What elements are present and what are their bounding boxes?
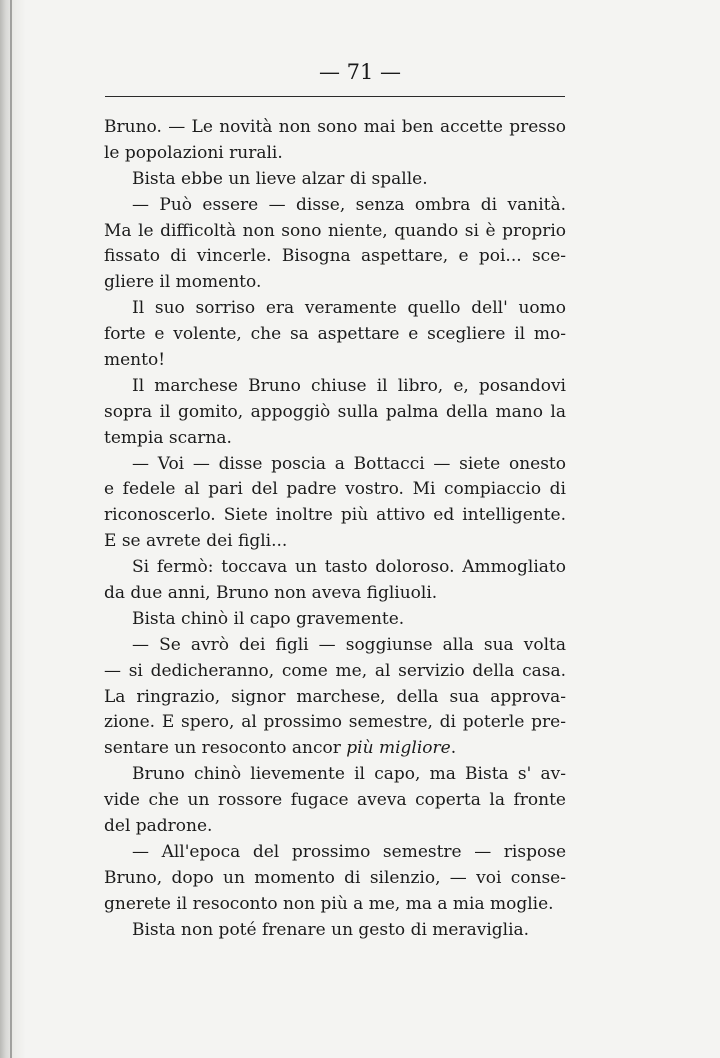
text-line: Si fermò: toccava un tasto doloroso. Ammogliato — [132, 557, 566, 578]
italic-phrase: più migliore — [346, 738, 451, 759]
text-line: — Può essere — disse, senza ombra di vanità. — [132, 194, 566, 215]
text-line: del padrone. — [104, 816, 213, 837]
text-line: sopra il gomito, appoggiò sulla palma della mano la — [104, 401, 566, 422]
text-line: zione. E spero, al prossimo semestre, di poterle pre- — [104, 712, 566, 733]
text-line: Il suo sorriso era veramente quello dell' uomo — [132, 298, 566, 319]
body-text — [104, 115, 566, 944]
text-line: gnerete il resoconto non più a me, ma a mia moglie. — [104, 893, 554, 914]
text-line: riconoscerlo. Siete inoltre più attivo ed intelligente. — [104, 505, 566, 526]
binding-edge — [0, 0, 26, 1058]
text-line: da due anni, Bruno non aveva figliuoli. — [104, 583, 438, 604]
text-line: forte e volente, che sa aspettare e scegliere il mo- — [104, 324, 566, 345]
page-number: — 71 — — [318, 60, 402, 84]
text-line: Bruno, dopo un momento di silenzio, — voi conse- — [104, 867, 566, 888]
text-line: Ma le difficoltà non sono niente, quando si è proprio — [104, 220, 566, 241]
header-rule — [105, 96, 565, 97]
text-line: gliere il momento. — [104, 272, 262, 293]
text-line: vide che un rossore fugace aveva coperta la fronte — [104, 790, 566, 811]
text-line: Bruno chinò lievemente il capo, ma Bista s' av- — [132, 764, 566, 785]
text-line: e fedele al pari del padre vostro. Mi compiaccio di — [104, 479, 566, 500]
text-line: le popolazioni rurali. — [104, 142, 283, 163]
text-line: Bista non poté frenare un gesto di meraviglia. — [132, 919, 530, 940]
text-line — [104, 736, 566, 762]
text-line-suffix: . — [450, 738, 457, 759]
text-line: Il marchese Bruno chiuse il libro, e, posandovi — [132, 375, 566, 396]
text-line-prefix: sentare un resoconto ancor — [104, 738, 347, 759]
text-line: fissato di vincerle. Bisogna aspettare, e poi... sce- — [104, 246, 566, 267]
text-line: — si dedicheranno, come me, al servizio della casa. — [104, 660, 566, 681]
text-line: mento! — [104, 350, 166, 371]
binding-line — [10, 0, 12, 1058]
text-line: Bruno. — Le novità non sono mai ben accette presso — [104, 117, 566, 137]
text-line: Bista chinò il capo gravemente. — [132, 608, 405, 629]
text-line: — Voi — disse poscia a Bottacci — siete onesto — [132, 453, 566, 474]
text-line: Bista ebbe un lieve alzar di spalle. — [132, 168, 428, 189]
text-line: tempia scarna. — [104, 427, 232, 448]
text-line: E se avrete dei figli... — [104, 531, 288, 552]
text-line: La ringrazio, signor marchese, della sua approva- — [104, 686, 566, 707]
text-line: — Se avrò dei figli — soggiunse alla sua volta — [132, 634, 566, 655]
text-line: — All'epoca del prossimo semestre — rispose — [132, 841, 566, 862]
